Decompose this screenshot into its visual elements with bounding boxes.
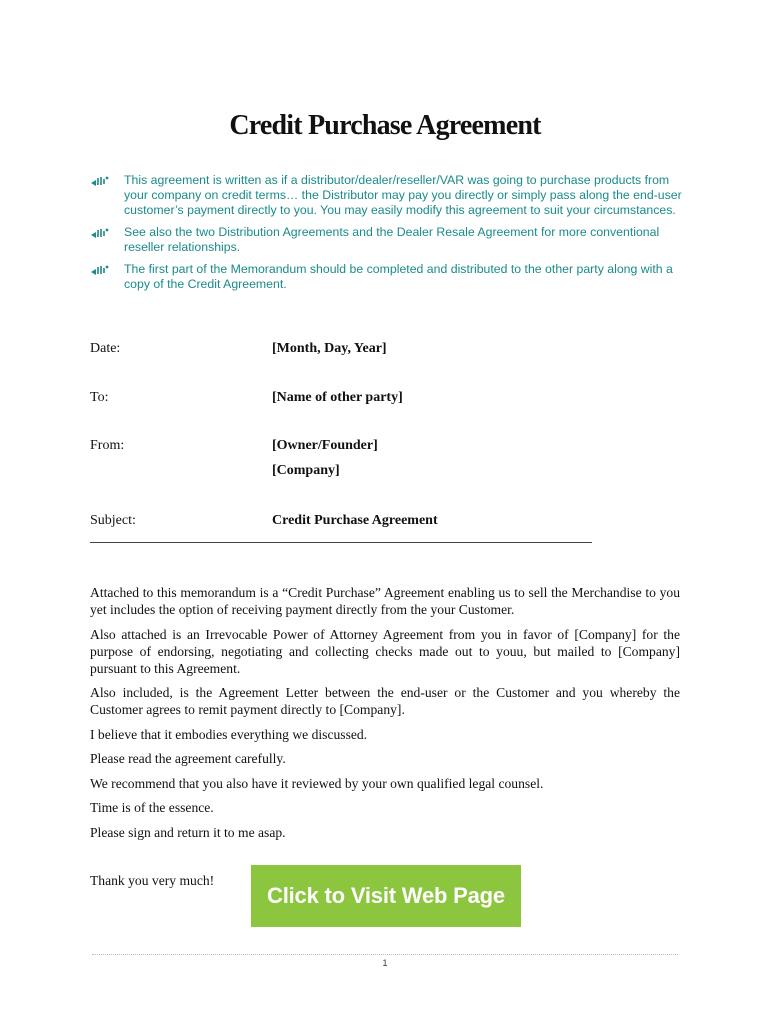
tip-text: The first part of the Memorandum should be completed and distributed to the other party along with a copy of the Credit Agreement. — [124, 262, 673, 291]
body-paragraph: Also included, is the Agreement Letter between the end-user or the Customer and you whereby the Customer agrees to remit payment directly to [Company]. — [90, 685, 680, 717]
memo-subject-label: Subject: — [90, 513, 136, 528]
body-paragraph: Also attached is an Irrevocable Power of Attorney Agreement from you in favor of [Company] for the purpose of endorsing, negotiating and collecting checks made out to youu, but mailed to [Company] pursuant to this Agreement. — [90, 626, 680, 676]
memo-from-value: [Owner/Founder] — [272, 438, 378, 453]
document-title: Credit Purchase Agreement — [229, 110, 541, 141]
tip-icon — [90, 225, 124, 241]
memo-divider — [90, 542, 592, 543]
closing-text: Thank you very much! — [90, 873, 215, 888]
visit-web-page-button[interactable]: Click to Visit Web Page — [251, 865, 521, 927]
tip-text: This agreement is written as if a distributor/dealer/reseller/VAR was going to purchase products from your company on credit terms… the Distributor may pay you directly or simply pass along the end-user customer’s payment directly to you. You may easily modify this agreement to suit your circumstances. — [124, 173, 682, 217]
body-paragraph: Time is of the essence. — [90, 800, 214, 815]
memo-from-company: [Company] — [272, 463, 340, 478]
tip-text: See also the two Distribution Agreements and the Dealer Resale Agreement for more conventional reseller relationships. — [124, 225, 660, 254]
tip-icon — [90, 173, 124, 189]
body-paragraph: Please sign and return it to me asap. — [90, 824, 286, 840]
body-paragraph: I believe that it embodies everything we discussed. — [90, 726, 368, 742]
tip-item — [90, 262, 690, 292]
tips-list — [90, 173, 690, 299]
memo-date-label: Date: — [90, 341, 121, 356]
body-paragraph: Attached to this memorandum is a “Credit Purchase” Agreement enabling us to sell the Merchandise to you yet includes the option of receiving payment directly from the your Customer. — [90, 585, 680, 617]
page-number: 1 — [382, 958, 388, 968]
memo-body — [90, 584, 680, 848]
tip-item — [90, 173, 690, 218]
tip-icon — [90, 262, 124, 278]
memo-from-label: From: — [90, 438, 125, 453]
memo-date-value: [Month, Day, Year] — [272, 341, 387, 356]
memo-subject-value: Credit Purchase Agreement — [272, 513, 438, 528]
body-paragraph: Please read the agreement carefully. — [90, 751, 286, 766]
body-paragraph: We recommend that you also have it reviewed by your own qualified legal counsel. — [90, 775, 544, 791]
memo-to-label: To: — [90, 390, 109, 405]
footer-divider — [92, 954, 678, 955]
memo-to-value: [Name of other party] — [272, 390, 403, 405]
tip-item — [90, 225, 690, 255]
